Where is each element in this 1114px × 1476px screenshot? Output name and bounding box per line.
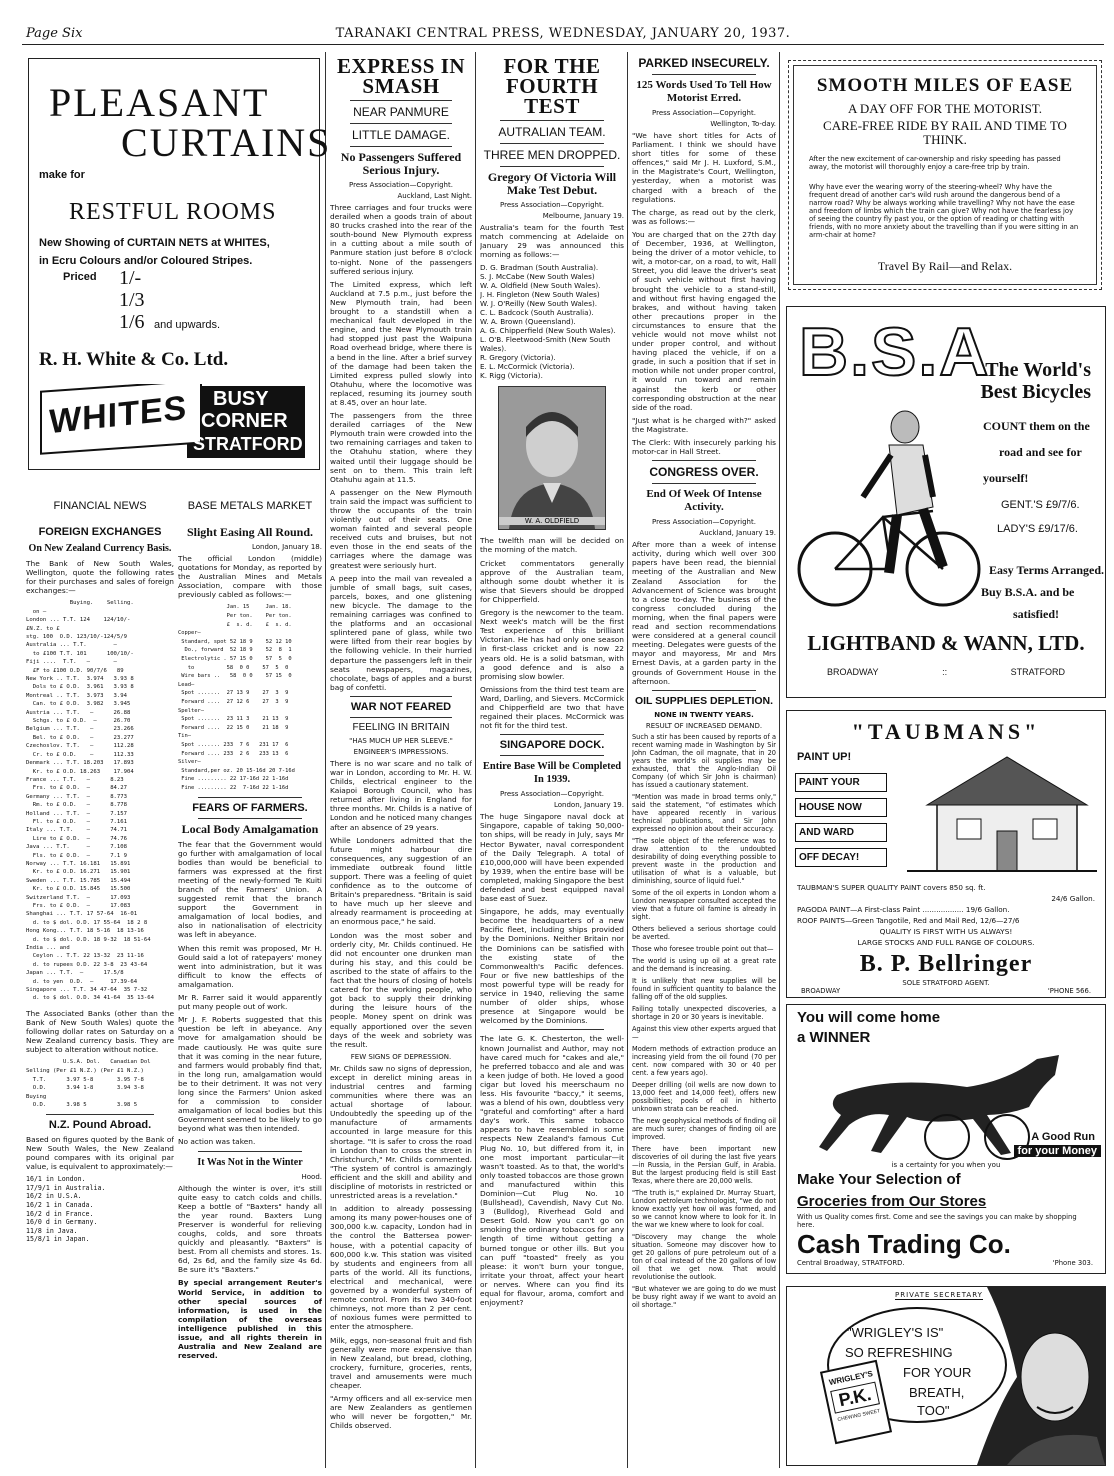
article-title: WAR NOT FEARED — [350, 700, 452, 713]
divider — [350, 123, 452, 124]
subhead: RESULT OF INCREASED DEMAND. — [645, 721, 763, 730]
paragraph: No action was taken. — [178, 1137, 256, 1147]
sign-block — [795, 747, 905, 867]
paragraph: The passengers from the three derailed carriages of the New Plymouth train were crowded into the two remaining carriages and taken to the Otahuhu station, where they waited until their luggage should be sent on to them. This train left Otahuhu again at 11.5. — [330, 411, 472, 484]
agent-name: B. P. Bellringer — [859, 951, 1033, 977]
ad-tagline: Best Bicycles — [980, 381, 1091, 403]
price: LADY'S £9/17/6. — [997, 523, 1078, 535]
divider — [198, 1151, 302, 1152]
express-column — [330, 56, 472, 1466]
ad-subhead: RESTFUL ROOMS — [69, 199, 277, 225]
list-item: W. A. Oldfield (New South Wales). — [480, 281, 601, 291]
ad-text: New Showing of CURTAIN NETS at WHITES, — [39, 237, 270, 249]
subhead: "HAS MUCH UP HER SLEEVE." — [349, 736, 453, 745]
list-item: W. A. Brown (Queensland). — [480, 317, 576, 327]
ad-text: FOR YOUR — [903, 1365, 972, 1380]
paragraph: The fear that the Government would go further with amalgamation of local bodies than would be beneficial to farmers was expressed at the first meeting of the newly-formed Te Kuiti branch of the Farmers' Union. A suggested remit that the branch support the Government in amalgamation of local bodies, and also in nationalisation of electricity was left in abeyance. — [178, 839, 322, 940]
taubmans-ad — [786, 710, 1106, 998]
phone: 'PHONE 566. — [1047, 987, 1091, 995]
paragraph: Mr R. Farrer said it would apparently put many people out of work. — [178, 993, 322, 1012]
divider — [500, 120, 604, 121]
column-rule — [627, 52, 628, 1468]
divider — [350, 146, 452, 147]
paragraph: "Just what is he charged with?" asked the Magistrate. — [632, 415, 776, 434]
paragraph: The late G. K. Chesterton, the well-known Journalist and Author, may not have cared much for "cakes and ale," he preferred tobacco and ale and was a keen judge of both. He loved a good cigar but loved his meerschaum no less. His favourite "baccy," it seems, was a blend of his own, doubtless very "grateful and comforting" after a hard day's work. This same tobacco appears to have resembled in some respects New Zealand's famous Cut Plug No. 10, but differed from it, in one most important particular—it wasn't toasted. As to that, the world's only toasted tobaccos are those grown and manufactured within this Dominion—Cut Plug No. 10 (Bullshead), Cavendish, Navy Cut No. 3 (Bulldog), Riverhead Gold and Desert Gold. Now you can't go on smoking the ordinary tobaccos for any length of time without getting a burned tongue or other ills. But you can puff "toasted" freely as you please: it won't burn your tongue, irritate your throat, affect your heart or nerves. Where can you find its equal for flavour, aroma, comfort and enjoyment? — [480, 1034, 624, 1308]
paragraph: Such a stir has been caused by reports of a recent warning made in Washington by Sir John Cadman, the oil magnate, that in 20 years the world's oil supplies may be exhausted, that the Anglo-Indian Oil Company (of which Sir John is chairman) has issued a cautionary statement. — [632, 732, 776, 789]
banner-main: WHITES — [49, 388, 188, 442]
byline: Press Association—Copyright. — [500, 790, 604, 799]
paragraph: The twelfth man will be decided on the morning of the match. — [480, 536, 624, 555]
house-illustration — [907, 747, 1097, 877]
address: BROADWAY — [801, 987, 841, 995]
ad-subhead: A DAY OFF FOR THE MOTORIST. — [847, 101, 1043, 116]
paragraph: "But whatever we are going to do we must be busy right away if we want to avoid an oil shortage." — [632, 1284, 776, 1309]
paragraph: Cricket commentators generally approve of the Australian team, although some doubt whether it is wise that Sievers should be dropped for Chipperfield. — [480, 558, 624, 604]
rail-ad — [788, 60, 1102, 290]
ad-text: QUALITY IS FIRST WITH US ALWAYS! — [879, 927, 1013, 936]
paragraph: Based on figures quoted by the Bank of New South Wales, the New Zealand pound compares with its original par value, is equivalent to approximately:— — [26, 1134, 174, 1172]
ad-text: HOUSE NOW — [795, 798, 887, 817]
paragraph: There have been important new discoveries of oil during the last five years—in Russia, in the Persian Gulf, in Arabia. But the largest producing field is still East Texas, where there are 20,000 wells. — [632, 1144, 776, 1185]
paragraph: Three carriages and four trucks were derailed when a goods train of about 80 trucks crashed into the rear of the south-bound New Plymouth express in a cutting about a mile south of Panmure station just before 8 o'clock to-night. None of the passengers suffered serious injury. — [330, 203, 472, 276]
ad-text: and upwards. — [154, 319, 221, 331]
article-subtitle: NEAR PANMURE — [353, 105, 449, 119]
paragraph: The charge, as read out by the clerk, was as follows:— — [632, 207, 776, 226]
list-item: E. L. McCormick (Victoria). — [480, 362, 575, 372]
ad-headline: SMOOTH MILES OF EASE — [816, 75, 1074, 96]
company-name: R. H. White & Co. Ltd. — [39, 349, 229, 370]
ad-headline: You will come home — [797, 1009, 941, 1026]
article-title: Slight Easing All Round. — [186, 525, 314, 539]
dateline: Melbourne, January 19. — [542, 212, 624, 220]
article-title: EXPRESS IN SMASH — [336, 56, 466, 98]
paragraph: By special arrangement Reuter's World Service, in addition to other special sources of information, is used in the compilation of the overseas intelligence published in this issue, and all rights therein in Australia and New Zealand are reserved. — [178, 1278, 322, 1361]
divider — [350, 100, 452, 101]
article-title: OIL SUPPLIES DEPLETION. — [634, 694, 774, 707]
byline: Hood. — [301, 1172, 322, 1181]
ad-text: PAGODA PAINT—A First-class Paint .................. 19/6 Gallon. — [797, 905, 1010, 914]
ad-subhead: Make Your Selection of — [797, 1171, 961, 1188]
paragraph: Omissions from the third test team are Ward, Darling, and Sievers. McCormick and Chipperfield are two that have regained their places. McCormick was not fit for the third test. — [480, 684, 624, 731]
list-item: K. Rigg (Victoria). — [480, 371, 543, 381]
article-title: PARKED INSECURELY. — [638, 56, 770, 70]
ad-text: TOO" — [917, 1403, 950, 1418]
paragraph: After more than a week of intense activity, during which well over 300 papers have been read, the biennial meeting of the Australian and New Zealand Association for the Advancement of Science was brought to a close to-day. The business of the congress concluded during the morning, when the final papers were read and section recommendations were considered at a general council meeting. Delegates were guests of the mayor and mayoress, Mr and Mrs Ernest Davis, at a garden party in the grounds of Government House in the afternoon. — [632, 540, 776, 686]
banner-corner: CORNER — [201, 410, 288, 432]
dateline: Auckland, January 19. — [699, 529, 776, 538]
divider — [500, 755, 604, 756]
article-title: FOR THE FOURTH TEST — [503, 56, 601, 118]
section-heading: BASE METALS MARKET — [187, 500, 313, 512]
ad-text: PAINT UP! — [797, 751, 852, 763]
pack-label: P.K. — [830, 1382, 880, 1414]
phone: 'Phone 303. — [1052, 1259, 1093, 1267]
ad-subhead: CARE-FREE RIDE BY RAIL AND TIME TO THINK. — [823, 118, 1067, 147]
ad-text: SOLE STRATFORD AGENT. — [902, 979, 990, 987]
article-subtitle: On New Zealand Currency Basis. — [28, 543, 172, 554]
address — [827, 667, 1065, 677]
financial-column — [26, 496, 174, 1466]
paragraph: The Clerk: With insecurely parking his motor-car in Hall Street. — [632, 438, 776, 457]
paragraph: "We have short titles for Acts of Parliament. I think we should have short titles for some of these offences," said Mr J. H. Luxford, S.M., in the Magistrate's Court, Wellington, yesterday, when a motorist was charged with a breach of the regulations. — [632, 131, 776, 204]
section-heading: FINANCIAL NEWS — [53, 500, 147, 512]
price: 1/3 — [119, 289, 145, 311]
ad-banner — [37, 384, 309, 462]
team-list — [480, 263, 624, 380]
dateline: Wellington, To-day. — [710, 120, 776, 128]
dateline: Auckland, Last Night. — [397, 192, 472, 200]
company-name: Cash Trading Co. — [797, 1229, 1011, 1259]
ad-text: Easy Terms Arranged. — [989, 563, 1105, 577]
curtains-ad — [28, 58, 332, 470]
ad-text: in Ecru Colours and/or Coloured Stripes. — [39, 255, 253, 267]
list-item: D. G. Bradman (South Australia). — [480, 263, 599, 273]
subhead: FEW SIGNS OF DEPRESSION. — [350, 1052, 452, 1061]
article-subtitle: FEELING IN BRITAIN — [352, 721, 450, 733]
paragraph: Some of the oil experts in London whom a London newspaper consulted accepted the view that a future oil famine is already in sight. — [632, 888, 776, 921]
ad-text: ROOF PAINTS—Green Tangotile, Red and Mail Red, 12/6—27/6 — [797, 916, 1020, 925]
paragraph: "Mention was made in broad terms only," said the statement, "of estimates which have appeared recently in various technical publications, and Sir John expressed no opinion about their accuracy. — [632, 792, 776, 833]
dollar-table: U.S.A. Dol. Canadian Dol Selling (Per £1 N.Z.) (Per £1 N.Z.) T.T. 3.97 5-8 3.95 7-8 O.D. 3.94 1-8 3.94 3-8 Buying O.D. 3.98 5 3.98 5 — [26, 1059, 151, 1109]
article-subtitle: End Of Week Of Intense Activity. — [646, 488, 762, 514]
divider — [46, 1114, 154, 1115]
byline: Press Association—Copyright. — [500, 201, 604, 209]
paragraph: Singapore, he adds, may eventually become the headquarters of a new Pacific fleet, including ships provided by the Dominions. Neither Britain nor the Dominions can be satisfied with the existing state of the Commonwealth's Pacific defences. Four or five new battleships of the most powerful type will be ready for service in 1940, relieving the same number of older ships, whose presence at Singapore would be welcomed by the Dominions. — [480, 907, 624, 1026]
ad-text: make for — [39, 169, 85, 181]
paragraph: Milk, eggs, non-seasonal fruit and fish generally were more expensive than in New Zealand, but bread, clothing, crockery, furniture, groceries, rents, travel and amusements were much cheaper. — [330, 1335, 472, 1390]
ad-text: SO REFRESHING — [845, 1345, 953, 1360]
page-header — [22, 26, 1104, 45]
article-title: FOREIGN EXCHANGES — [38, 526, 162, 538]
paragraph: Against this view other experts argued that— — [632, 1024, 776, 1041]
subhead: NONE IN TWENTY YEARS. — [654, 710, 754, 719]
paragraph: Although the winter is over, it's still quite easy to catch colds and chills. Keep a bottle of "Baxters" handy all the year round. Baxters Lung Preserver is wonderful for relieving coughs, colds, and sore throats quickly and pleasantly. "Baxters" is best. From all chemists and stores. 1s. 6d, 2s 6d, and the family size 4s 6d. Be sure it's "Baxters." — [178, 1183, 322, 1275]
paragraph: "Discovery may change the whole situation. Someone may discover how to get 20 gallons of pure petroleum out of a ton of coal instead of the 20 gallons of low oil that we get now. That would revolutionise the outlook. — [632, 1232, 776, 1281]
column-rule — [325, 52, 326, 1468]
paragraph: Others believed a serious shortage could be averted. — [632, 924, 776, 941]
article-title: SINGAPORE DOCK. — [499, 739, 605, 752]
banner-town: STRATFORD — [193, 434, 303, 454]
paragraph: A passenger on the New Plymouth train said the impact was sufficient to throw the occupants of the train violently out of their seats. One woman fainted and several people received cuts and bruises, but not even those in the end seats of the carriages where the damage was greatest were seriously hurt. — [330, 487, 472, 570]
article-subtitle: Local Body Amalgamation — [181, 821, 319, 836]
address-left: BROADWAY — [827, 667, 879, 677]
ad-text: 24/6 Gallon. — [1051, 894, 1095, 903]
ad-text: is a certainty for you when you — [891, 1161, 1001, 1169]
divider — [652, 460, 756, 461]
ad-text: "WRIGLEY'S IS" — [847, 1325, 944, 1340]
metals-column — [178, 496, 322, 1466]
ad-tagline: The World's — [985, 359, 1091, 381]
paragraph: The Limited express, which left Auckland at 7.5 p.m., just before the New Plymouth train, had been brought to a standstill when a mechanical fault developed in the engine, and the New Plymouth train had stopped just past the Waipuna Road overhead bridge, where there is a bend in the line. After a brief survey of the damage had been taken the Limited express pulled slowly into Otahuhu, where the locomotive was replaced, resuming its journey south at 8.45, over an hour late. — [330, 279, 472, 407]
paragraph: A peep into the mail van revealed a jumble of small bags, suit cases, parcels, boxes, and one glistening new bicycle. The damage to the remaining carriages was confined to the platforms and an occasional splintered pane of glass, while two were lifted from their rear bogies by the following vehicle. In their hurried departure the passengers left in their seats newspapers, magazines, chocolate, bags of apples and a burst bag of confetti. — [330, 573, 472, 692]
divider — [500, 143, 604, 144]
divider — [500, 734, 604, 735]
ad-text: Buy B.S.A. and be — [981, 585, 1075, 599]
divider — [198, 797, 302, 798]
ad-text: PAINT YOUR — [795, 773, 887, 792]
paragraph: It is unlikely that new supplies will be found in sufficient quantity to balance the falling off of the old supplies. — [632, 976, 776, 1001]
pack-label: CHEWING SWEET — [837, 1408, 881, 1424]
paragraph: The official London (middle) quotations for Monday, as reported by the Australian Mines and Metals Association, compare with those previously cabled as follows:— — [178, 554, 322, 600]
bsa-ad — [786, 306, 1106, 698]
byline: Press Association—Copyright. — [652, 518, 756, 527]
article-title: N.Z. Pound Abroad. — [48, 1118, 152, 1131]
list-item: A. G. Chipperfield (New South Wales). — [480, 326, 616, 336]
exchange-table: Buying. Selling. on — London ... T.T. 124 124/10/- £N.Z. to £ stg. 100 O.D. 123/10/-124/5/9 Australia ... T.T. — to £100 T.T. 101 100/10/- Fiji .... T.T. — — £F to £100 O.D. 90/7/6 89 New York .. T.T. 3.974 3.93 8 Dols to £ O.D. 3.961 3.93 8 Montreal .. T.T. 3.973 3.94 Can. to £ O.D. 3.982 3.945 Austria ... T.T. — 26.88 Schgs. to £ O.D. — 26.70 Belgium ... T.T. — 23.266 Bel. to £ O.D. — 23.277 Czechoslov. T.T. — 112.28 Cr. to £ O.D. — 112.33 Denmark ... T.T. 18.203 17.893 Kr. to £ O.D. 18.263 17.904 France ... T.T. — 8.23 Frs. to £ O.D. — 84.27 Germany ... T.T. — 8.773 Rm. to £ O.D. — 8.778 Holland ... T.T. — 7.157 Fl. to £ O.D. — 7.161 Italy ... T.T. — 74.71 Lire to £ O.D. — 74.76 Java ... T.T. — 7.108 Fls. to £ O.D. — 7.1 9 Norway ... T.T. 16.181 15.891 Kr. to £ O.D. 16.271 15.901 Sweden ... T.T. 15.785 15.494 Kr. to £ O.D. 15.845 15.500 Switzerland T.T. — 17.093 Frs. to £ O.D. — 17.083 Shanghai ... T.T. 17 57-64 16-01 d. to $ dol. O.D. 17 55-64 18 2 8 Hong Kong... T.T. 18 5-16 18 13-16 d. to $ dol. O.D. 18 9-32 18 51-64 India ... and Ceylon .. T.T. 22 13-32 23 11-16 d. to rupees O.D. 22 3-8 23 43-64 Japan ... T.T. — 17.5/8 d. to yen O.D. — 17.39-64 Singapore ... T.T. 34 47-64 35 7-32 d. to $ dol. O.D. 34 41-64 35 13-64 — [26, 600, 154, 1002]
divider — [500, 166, 604, 167]
ad-slogan: Travel By Rail—and Relax. — [877, 259, 1013, 273]
column-rule — [475, 52, 476, 1468]
paragraph: The world is using up oil at a great rate and the demand is increasing. — [632, 956, 776, 973]
subhead: ENGINEER'S IMPRESSIONS. — [353, 747, 449, 756]
article-subtitle: 125 Words Used To Tell How Motorist Erred. — [636, 79, 772, 104]
article-subtitle: AUTRALIAN TEAM. — [498, 125, 606, 139]
list-item: L. O'B. Fleetwood-Smith (New South Wales). — [480, 335, 611, 354]
paragraph: The new geophysical methods of finding oil are much surer; changes of finding oil are improved. — [632, 1116, 776, 1141]
paragraph: While Londoners admitted that the future might harbour dire consequences, any suggestion of an immediate outbreak found little support. There was a feeling of quiet confidence as to the outcome of Britain's preparedness. "Britain is said to have much up her sleeve and already rearmament is proceeding at an enormous pace," he said. — [330, 835, 472, 927]
paragraph: Australia's team for the fourth Test match commencing at Adelaide on January 29 was announced this morning as follows:— — [480, 223, 624, 260]
paragraph: "Army officers and all ex-service men are New Zealanders as gentlemen who will never be forgotten," Mr. Childs observed. — [330, 1394, 472, 1431]
pound-table: 16/1 in London. 17/9/1 in Australia. 16/2 in U.S.A. 16/2 1 in Canada. 16/2 d in France. 16/0 d in Germany. 11/8 in Java. 15/8/1 in Japan. — [26, 1175, 106, 1244]
paragraph: Modern methods of extraction produce an increasing yield from the oil found (70 per cent. now compared with 30 or 40 per cent. a few years ago). — [632, 1044, 776, 1077]
paragraph: Failing totally unexpected discoveries, a shortage in 20 or 30 years is inevitable. — [632, 1004, 776, 1021]
divider — [350, 696, 452, 697]
ad-text: OFF DECAY! — [795, 848, 887, 867]
list-item: S. J. McCabe (New South Wales) — [480, 272, 595, 282]
paragraph: Those who foresee trouble point out that— — [632, 944, 774, 953]
ad-headline: a WINNER — [797, 1029, 871, 1046]
paragraph: Mr J. F. Roberts suggested that this question be left in abeyance. Any move for amalgamation should be made cautiously. He was quite sure that it was coming in the near future, and farmers would probably find that, in the long run, amalgamation would be to their detriment. It was not very long since the Farmers' Union asked for a commission to consider amalgamation of local bodies but this Government seemed to be likely to go beyond what was then intended. — [178, 1015, 322, 1134]
photo-caption: W. A. OLDFIELD — [499, 517, 605, 525]
player-photo — [498, 386, 606, 530]
price: 1/- — [119, 267, 142, 289]
ad-text: satisfied! — [1013, 607, 1059, 621]
metals-table: Jan. 15 Jan. 18. Per ton. Per ton. £ s. d. £ s. d. Copper— Standard, spot 52 18 9 52 12 10 Do., forward 52 18 9 52 8 1 Electrolytic . 57 15 0 57 5 0 to 58 0 0 57 5 0 Wire bars .. 58 0 0 57 15 0 Lead— Spot ....... 27 13 9 27 3 9 Forward .... 27 12 6 27 3 9 Spelter— Spot ....... 23 11 3 21 13 9 Forward .... 22 15 0 21 18 9 Tin— Spot ....... 233 7 6 231 17 6 Forward .... 233 2 6 233 13 6 Silver— Standard,per oz. 20 15-16d 20 7-16d Fine ......... 22 17-16d 22 1-16d Fine ......... 22 7-16d 22 1-16d — [178, 604, 295, 791]
list-item: R. Gregory (Victoria). — [480, 353, 556, 363]
address-right: STRATFORD — [1010, 667, 1065, 677]
company-name: LIGHTBAND & WANN, LTD. — [807, 631, 1085, 655]
article-title: FEARS OF FARMERS. — [192, 801, 308, 814]
byline: Press Association—Copyright. — [652, 109, 756, 117]
paragraph: You are charged that on the 27th day of December, 1936, at Wellington, being the driver of a motor vehicle, to wit, a motor-car, on a road, to wit, Hall Street, you did leave the driver's seat of such vehicle without first having brought the vehicle to a stand-still, and without first having engaged the brakes, and without having taken other precautions proper in the circumstances to ensure that the vehicle would not move whilst not under proper control, and without having placed the vehicle, if on a grade, in such a position that if set in motion while not under proper control, it would run toward and remain against the kerb or other corresponding obstruction at the near side of the road. — [632, 229, 776, 412]
ad-text: TAUBMAN'S SUPER QUALITY PAINT covers 850 sq. ft. — [797, 883, 986, 892]
parked-column — [632, 52, 776, 1466]
dateline: London, January 19. — [553, 801, 624, 810]
ad-text: After the new excitement of car-ownership and risky speeding has passed away, the motorist will thoroughly enjoy a care-free trip by train. — [809, 155, 1061, 171]
article-subtitle: LITTLE DAMAGE. — [351, 128, 451, 142]
byline: Press Association—Copyright. — [349, 181, 453, 189]
ad-text: Priced — [63, 271, 97, 283]
price: 1/6 — [119, 311, 145, 333]
paragraph: Mr. Childs saw no signs of depression, except in derelict mining areas in industrial centres and farming communities where there was an actual shortage of labour. Undoubtedly the speeding up of the manufacture of armaments accounted in large measure for this shortage. "It is safer to cross the road in London than to cross the street in Christchurch," Mr. Childs commented. "The system of control is amazingly efficient and the skill and ability and discipline of motorists in restricted or unrestricted areas is a revelation." — [330, 1063, 472, 1201]
article-subtitle: THREE MEN DROPPED. — [483, 148, 621, 162]
column-rule — [779, 52, 780, 1468]
article-subtitle: Entire Base Will be Completed In 1939. — [482, 761, 622, 786]
price: GENT.'S £9/7/6. — [1001, 499, 1080, 511]
paragraph: When this remit was proposed, Mr H. Gould said a lot of ratepayers' money went into administration, but it was difficult to know the effects of amalgamation. — [178, 943, 322, 989]
ad-text: A Good Run — [1031, 1131, 1095, 1143]
paragraph: London was the most sober and orderly city, Mr. Childs continued. He did not encounter one drunken man during his stay, and this could be ascribed to the state of affairs to the fact that the hours of closing of hotels catered for the working people, who got back to supply their drinking during the leisure hours of the people. Money spent on drink was equally apportioned over the seven days of the week and sobriety was the result. — [330, 930, 472, 1049]
ad-text: yourself! — [983, 471, 1029, 485]
list-item: J. H. Fingleton (New South Wales) — [480, 290, 600, 300]
list-item: C. L. Badcock (South Australia). — [480, 308, 594, 318]
pack-label: WRIGLEY'S — [828, 1369, 874, 1388]
ad-headline: "TAUBMANS" — [851, 719, 1041, 744]
ad-subhead: Groceries from Our Stores — [797, 1193, 987, 1210]
portrait-graphic — [499, 387, 605, 529]
article-subtitle: No Passengers Suffered Serious Injury. — [340, 150, 462, 177]
banner-busy: BUSY — [213, 388, 269, 410]
bsa-logo: B.S.A — [799, 314, 991, 390]
ad-text: for your Money — [1014, 1145, 1101, 1157]
paragraph: The Bank of New South Wales, Wellington, quote the following rates for their purchases and sales of foreign exchanges:— — [26, 559, 174, 596]
paragraph: "The sole object of the reference was to draw attention to the undoubted desirability of doing everything possible to prevent waste in the production and utilisation of what is a valuable, but diminishing, source of liquid fuel." — [632, 836, 776, 885]
dateline: London, January 18. — [251, 543, 322, 551]
ad-text: AND WARD — [795, 823, 887, 842]
paragraph: In addition to already possessing among its many power-houses one of 300,000 k.w. capacity, London had in the control the Battersea power-house, with a potential capacity of 600,000 k.w. This station was visited by students and engineers from all parts of the world. All its functions, electrical and mechanical, were governed by a wonderful system of remote control. From its two 340-foot chimneys, not more than 2 per cent. of noxious fumes were permitted to enter the atmosphere. — [330, 1204, 472, 1332]
divider — [350, 717, 452, 718]
ad-text: With us Quality comes first. Come and see the savings you can make by shopping here. — [797, 1213, 1077, 1229]
paragraph: The Associated Banks (other than the Bank of New South Wales) quote the following dollar rates on Saturday on a New Zealand currency basis. They are subject to alteration without notice. — [26, 1008, 174, 1055]
ad-text: road and see for — [999, 445, 1082, 459]
divider — [652, 483, 756, 484]
ad-headline: PLEASANT — [49, 80, 270, 125]
cash-trading-ad — [786, 1004, 1106, 1274]
address: Central Broadway, STRATFORD. — [797, 1259, 905, 1267]
divider — [652, 74, 756, 75]
article-title: CONGRESS OVER. — [649, 465, 759, 480]
paragraph: There is no war scare and no talk of war in London, according to Mr. H. W. Childs, electrical engineer to the Kaiapoi Borough Council, who has returned after living in England for three months. Mr. Childs is a native of London and he noticed many changes after an absence of 29 years. — [330, 758, 472, 832]
paragraph: Gregory is the newcomer to the team. Next week's match will be the first Test experience of this brilliant Victorian. He has had only one season in first-class cricket and is now 22 years old. He is a solid batsman, with a good defence and is also a promising slow bowler. — [480, 608, 624, 681]
divider — [652, 690, 756, 691]
paragraph: Deeper drilling (oil wells are now down to 13,000 feet and 14,000 feet), offers new possibilities; pools of oil in hitherto unknown strata can be reached. — [632, 1080, 776, 1113]
ad-tag: PRIVATE SECRETARY — [895, 1291, 983, 1299]
address-sep: :: — [942, 667, 948, 677]
page-number: Page Six — [26, 26, 83, 41]
ad-text: BREATH, — [909, 1385, 965, 1400]
paragraph: "The truth is," explained Dr. Murray Stuart, London petroleum technologist, "we do not know exactly yet how oil was formed, and so we cannot know where to look for it. In the war we knew where to look for coal. — [632, 1188, 776, 1229]
ad-text: LARGE STOCKS AND FULL RANGE OF COLOURS. — [857, 938, 1035, 947]
list-item: W. J. O'Reilly (New South Wales). — [480, 299, 598, 309]
ad-headline: CURTAINS — [121, 120, 332, 165]
ad-text: COUNT them on the — [983, 419, 1090, 433]
divider — [198, 818, 302, 819]
masthead: TARANAKI CENTRAL PRESS, WEDNESDAY, JANUARY 20, 1937. — [335, 26, 791, 41]
article-title: It Was Not in the Winter — [197, 1156, 303, 1168]
ad-text: Why have ever the wearing worry of the steering-wheel? Why have the frequent dread of another car's wild rush around the dangerous bend of a narrow road? Why be always working while travelling? Why not have the ease and freedom of limbs which the train can give? Why not have the fearless joy of seeing the country fly past you, or the option of reading or chatting with friends, with no more anxiety about the travelling than if you were sitting in an arm-chair at home? — [809, 183, 1079, 239]
cricket-column — [480, 56, 624, 1466]
divider — [500, 1029, 604, 1030]
paragraph: The huge Singapore naval dock at Singapore, capable of taking 50,000-ton ships, will be ready in July, says Mr Hector Bywater, naval correspondent of the Daily Telegraph. A total of £10,000,000 will have been expended by 1939, when the entire base will be completed, making Singapore the best defended and best equipped naval base east of Suez. — [480, 812, 624, 904]
cyclist-illustration — [793, 397, 983, 617]
wrigley-ad — [786, 1286, 1106, 1466]
article-subtitle: Gregory Of Victoria Will Make Test Debut. — [487, 170, 617, 197]
